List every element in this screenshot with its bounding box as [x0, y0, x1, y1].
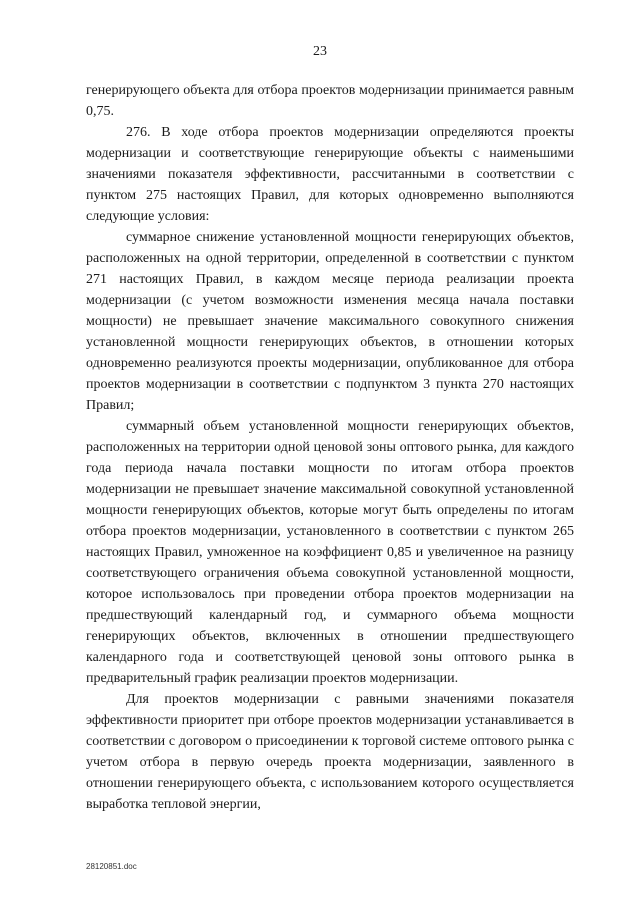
paragraph-continuation: генерирующего объекта для отбора проектов модернизации принимается равным 0,75.	[86, 83, 574, 119]
paragraph-276: 276. В ходе отбора проектов модернизации определяются проекты модернизации и соответствующие генерирующие объекты с наименьшими значениями показателя эффективности, рассчитанными в соответствии с пунктом 275 настоящих Правил, для которых одновременно выполняются следующие условия:	[86, 125, 574, 224]
paragraph-priority: Для проектов модернизации с равными значениями показателя эффективности приоритет при отборе проектов модернизации устанавливается в соответствии с договором о присоединении к торговой системе оптового рынка с учетом отбора в первую очередь проекта модернизации, заявленного в отношении генерирующего объекта, с использованием которого осуществляется выработка тепловой энергии,	[86, 692, 574, 812]
page-number: 23	[313, 44, 327, 59]
paragraph-condition-2: суммарный объем установленной мощности генерирующих объектов, расположенных на территории одной ценовой зоны оптового рынка, для каждого года периода начала поставки мощности по итогам отбора проектов модернизации не превышает значение максимальной совокупной установленной мощности генерирующих объектов, которые могут быть определены по итогам отбора проектов модернизации, установленного в соответствии с пунктом 265 настоящих Правил, умноженное на коэффициент 0,85 и увеличенное на разницу соответствующего ограничения объема совокупной установленной мощности, которое использовалось при проведении отбора проектов модернизации на предшествующий календарный год, и суммарного объема мощности генерирующих объектов, включенных в отношении предшествующего календарного года и соответствующей ценовой зоны оптового рынка в предварительный график реализации проектов модернизации.	[86, 419, 574, 686]
footer-filename: 28120851.doc	[86, 862, 137, 871]
document-body	[86, 80, 574, 815]
paragraph-condition-1: суммарное снижение установленной мощности генерирующих объектов, расположенных на одной территории, определенной в соответствии с пунктом 271 настоящих Правил, в каждом месяце периода реализации проекта модернизации (с учетом возможности изменения месяца начала поставки мощности) не превышает значение максимального совокупного снижения установленной мощности генерирующих объектов, в отношении которых одновременно реализуются проекты модернизации, опубликованное для отбора проектов модернизации в соответствии с подпунктом 3 пункта 270 настоящих Правил;	[86, 230, 574, 413]
